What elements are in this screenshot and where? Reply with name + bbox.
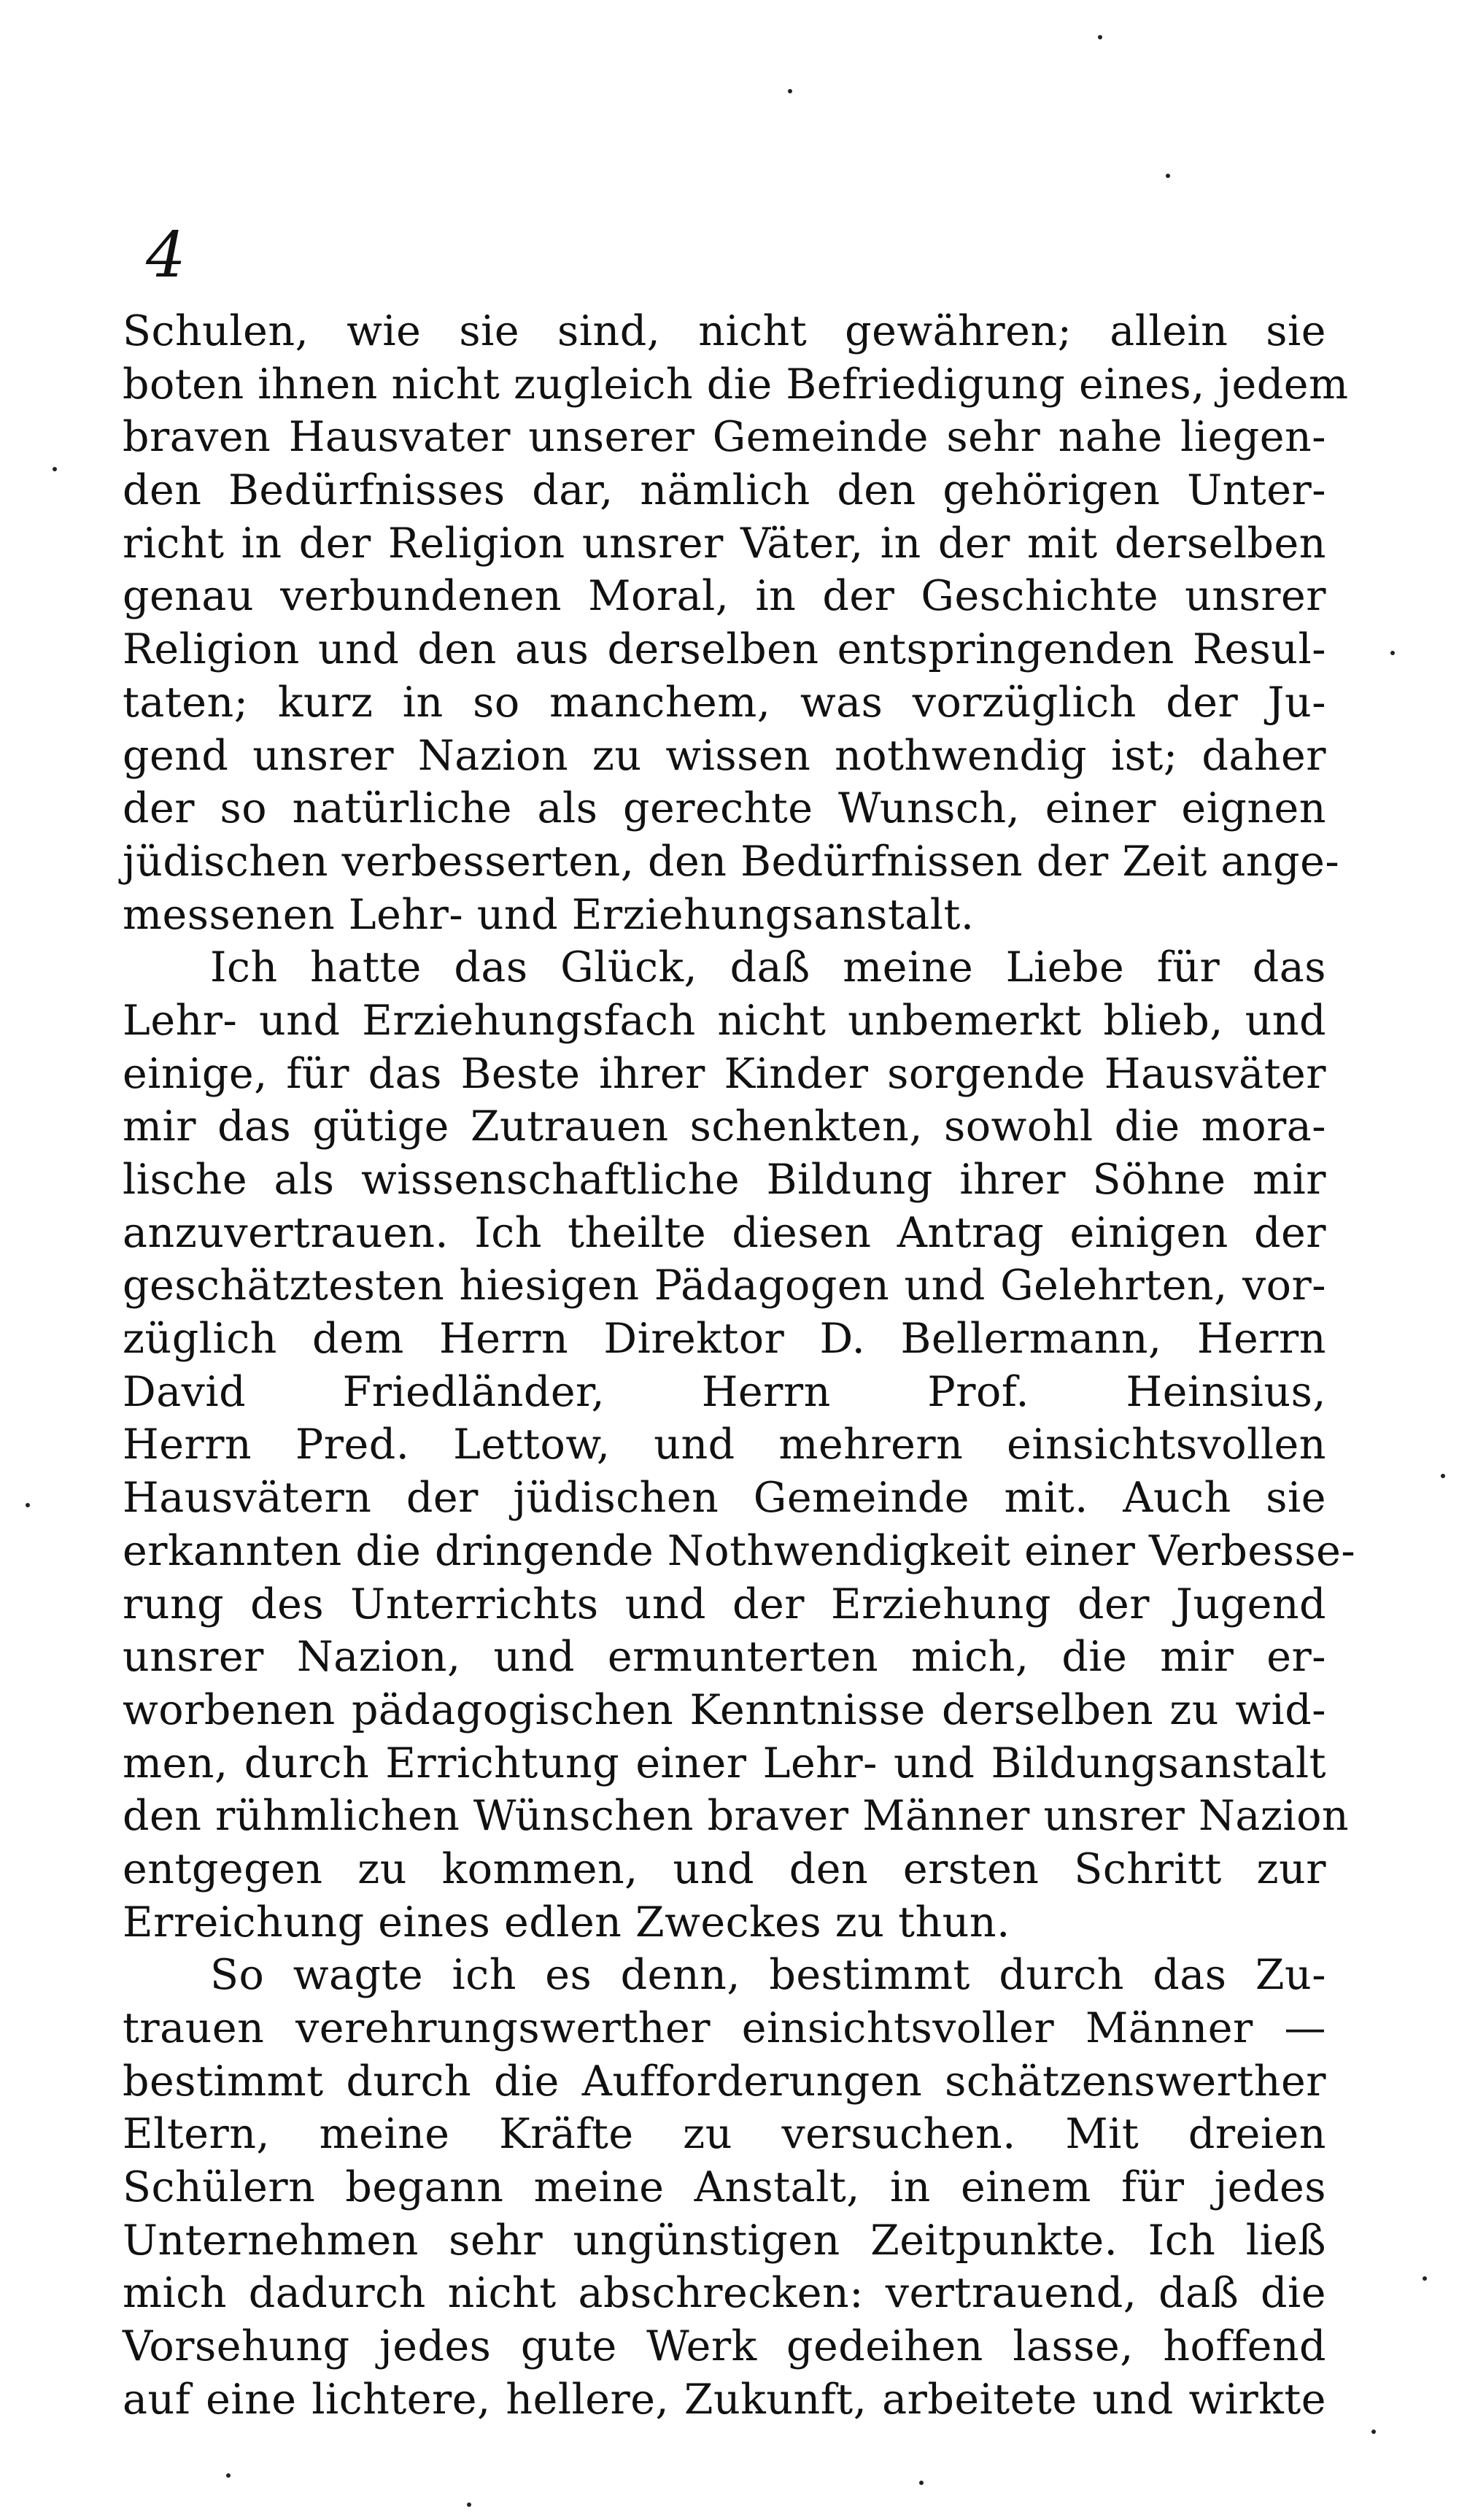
text-line: So wagte ich es denn, bestimmt durch das Zu-: [210, 1951, 1326, 2000]
text-line: taten; kurz in so manchem, was vorzüglich der Ju-: [123, 678, 1326, 727]
body-text: [123, 305, 1356, 2427]
paragraph-2: [123, 941, 1356, 1949]
text-line: messenen Lehr- und Erziehungsanstalt.: [123, 890, 975, 939]
paragraph-3: [123, 1949, 1326, 2426]
scan-speck: [53, 467, 57, 471]
scan-speck: [1390, 651, 1395, 655]
text-line: entgegen zu kommen, und den ersten Schritt zur: [123, 1844, 1326, 1893]
text-line: trauen verehrungswerther einsichtsvoller Männer —: [123, 2004, 1326, 2052]
text-line: boten ihnen nicht zugleich die Befriedigung eines, jedem: [123, 360, 1349, 409]
text-line: Ich hatte das Glück, daß meine Liebe für das: [210, 943, 1326, 992]
text-line: geschätztesten hiesigen Pädagogen und Gelehrten, vor-: [123, 1261, 1326, 1310]
text-line: richt in der Religion unsrer Väter, in der mit derselben: [123, 519, 1326, 568]
text-line: anzuvertrauen. Ich theilte diesen Antrag einigen der: [123, 1208, 1326, 1257]
text-line: Hausvätern der jüdischen Gemeinde mit. Auch sie: [123, 1474, 1326, 1523]
text-line: Herrn Pred. Lettow, und mehrern einsichtsvollen: [123, 1421, 1326, 1469]
scan-speck: [1441, 1474, 1445, 1478]
text-line: bestimmt durch die Aufforderungen schätzenswerther: [123, 2057, 1326, 2106]
text-line: mir das gütige Zutrauen schenkten, sowohl die mora-: [123, 1102, 1326, 1151]
text-line: auf eine lichtere, hellere, Zukunft, arbeitete und wirkte: [123, 2375, 1326, 2424]
text-line: jüdischen verbesserten, den Bedürfnissen der Zeit ange-: [123, 837, 1340, 886]
text-line: der so natürliche als gerechte Wunsch, einer eignen: [123, 784, 1326, 833]
scan-speck: [1371, 2430, 1376, 2434]
paragraph-1: [123, 305, 1349, 941]
scan-speck: [1098, 35, 1102, 39]
text-line: Unternehmen sehr ungünstigen Zeitpunkte. Ich ließ: [123, 2216, 1326, 2265]
text-line: genau verbundenen Moral, in der Geschichte unsrer: [123, 572, 1326, 621]
scan-speck: [919, 2481, 924, 2485]
text-line: rung des Unterrichts und der Erziehung der Jugend: [123, 1580, 1326, 1628]
text-line: unsrer Nazion, und ermunterten mich, die mir er-: [123, 1633, 1326, 1682]
text-line: Vorsehung jedes gute Werk gedeihen lasse, hoffend: [123, 2322, 1326, 2371]
text-line: Erreichung eines edlen Zweckes zu thun.: [123, 1898, 1010, 1947]
text-line: erkannten die dringende Nothwendigkeit einer Verbesse-: [123, 1526, 1356, 1575]
text-line: braven Hausvater unserer Gemeinde sehr nahe liegen-: [123, 413, 1326, 462]
text-line: worbenen pädagogischen Kenntnisse derselben zu wid-: [123, 1685, 1326, 1734]
text-line: Schülern begann meine Anstalt, in einem für jedes: [123, 2163, 1326, 2212]
text-line: Eltern, meine Kräfte zu versuchen. Mit dreien: [123, 2110, 1326, 2159]
text-line: David Friedländer, Herrn Prof. Heinsius,: [123, 1367, 1326, 1416]
text-line: Schulen, wie sie sind, nicht gewähren; allein sie: [123, 307, 1326, 355]
scan-speck: [1166, 174, 1170, 178]
text-line: gend unsrer Nazion zu wissen nothwendig ist; daher: [123, 731, 1326, 780]
scan-speck: [788, 89, 792, 93]
text-line: Religion und den aus derselben entspringenden Resul-: [123, 625, 1326, 674]
text-line: mich dadurch nicht abschrecken: vertrauend, daß die: [123, 2269, 1326, 2318]
scan-speck: [467, 2502, 471, 2507]
text-line: Lehr- und Erziehungsfach nicht unbemerkt blieb, und: [123, 996, 1326, 1045]
scan-speck: [26, 1503, 30, 1507]
text-line: züglich dem Herrn Direktor D. Bellermann, Herrn: [123, 1315, 1326, 1364]
text-line: den rühmlichen Wünschen braver Männer unsrer Nazion: [123, 1792, 1350, 1841]
text-line: men, durch Errichtung einer Lehr- und Bildungsanstalt: [123, 1739, 1326, 1787]
text-line: lische als wissenschaftliche Bildung ihrer Söhne mir: [123, 1156, 1326, 1204]
scan-speck: [226, 2473, 231, 2478]
page-number: 4: [146, 219, 186, 292]
scan-speck: [1423, 2276, 1427, 2281]
text-line: den Bedürfnisses dar, nämlich den gehörigen Unter-: [123, 466, 1326, 515]
text-line: einige, für das Beste ihrer Kinder sorgende Hausväter: [123, 1049, 1326, 1098]
